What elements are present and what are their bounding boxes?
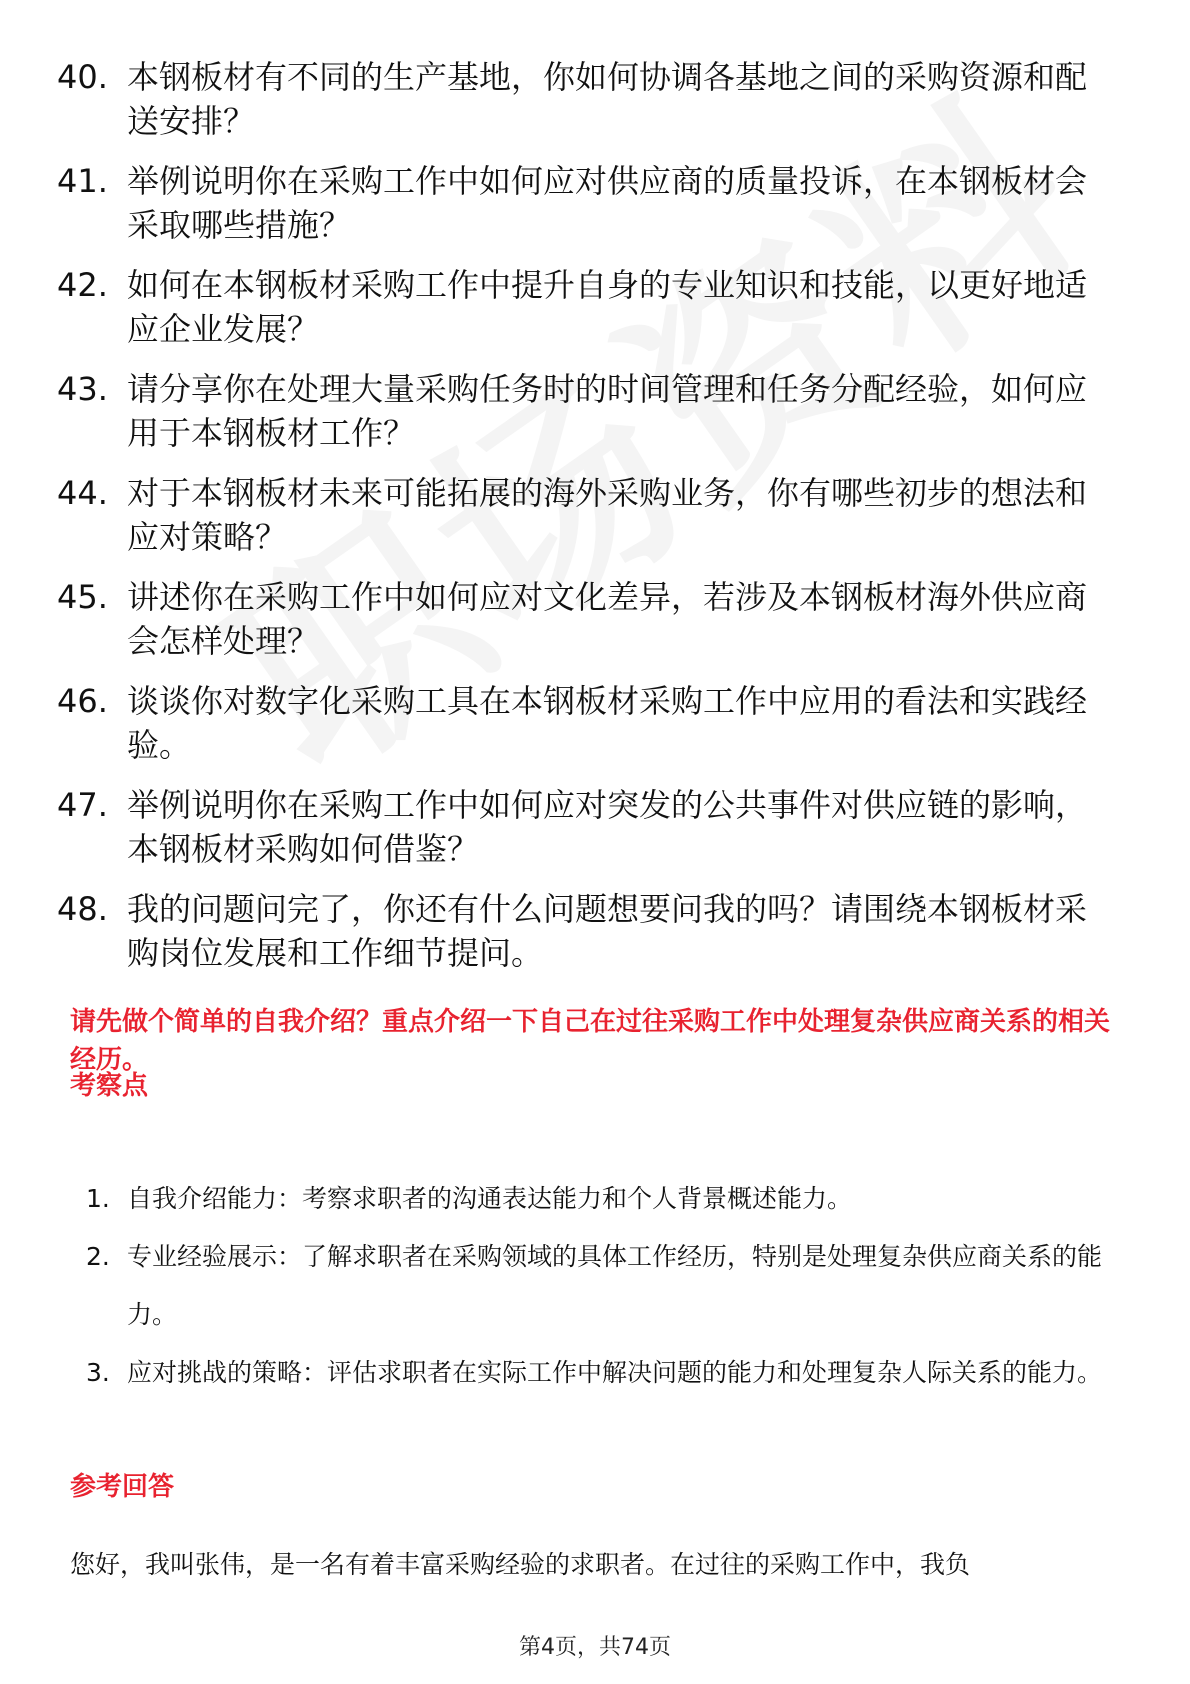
question-number: 41. — [57, 162, 108, 200]
question-number: 44. — [57, 474, 108, 512]
question-text: 对于本钢板材未来可能拓展的海外采购业务，你有哪些初步的想法和应对策略？ — [127, 474, 1088, 556]
question-number: 42. — [57, 266, 108, 304]
question-item — [0, 55, 1190, 143]
point-text: 应对挑战的策略：评估求职者在实际工作中解决问题的能力和处理复杂人际关系的能力。 — [127, 1358, 1103, 1387]
question-number: 48. — [57, 890, 108, 928]
question-list — [0, 55, 1190, 991]
question-headline: 请先做个简单的自我介绍？重点介绍一下自己在过往采购工作中处理复杂供应商关系的相关经历。 — [70, 1007, 1111, 1075]
point-text: 自我介绍能力：考察求职者的沟通表达能力和个人背景概述能力。 — [127, 1184, 853, 1213]
question-number: 40. — [57, 58, 108, 96]
point-text: 专业经验展示：了解求职者在采购领域的具体工作经历，特别是处理复杂供应商关系的能力。 — [127, 1242, 1103, 1329]
section-title-focus: 考察点 — [70, 1071, 149, 1101]
focus-point — [0, 1170, 1190, 1228]
question-item — [0, 159, 1190, 247]
question-text: 谈谈你对数字化采购工具在本钢板材采购工作中应用的看法和实践经验。 — [127, 682, 1088, 764]
question-item — [0, 367, 1190, 455]
question-number: 46. — [57, 682, 108, 720]
question-text: 我的问题问完了，你还有什么问题想要问我的吗？请围绕本钢板材采购岗位发展和工作细节提问。 — [127, 890, 1088, 972]
reference-answer: 您好，我叫张伟，是一名有着丰富采购经验的求职者。在过往的采购工作中，我负 — [70, 1550, 971, 1579]
question-text: 讲述你在采购工作中如何应对文化差异，若涉及本钢板材海外供应商会怎样处理？ — [127, 578, 1088, 660]
question-item — [0, 263, 1190, 351]
question-number: 45. — [57, 578, 108, 616]
point-number: 2. — [86, 1242, 110, 1271]
point-number: 1. — [86, 1184, 110, 1213]
point-number: 3. — [86, 1358, 110, 1387]
focus-point-list — [0, 1170, 1190, 1402]
question-text: 本钢板材有不同的生产基地，你如何协调各基地之间的采购资源和配送安排？ — [127, 58, 1088, 140]
question-text: 举例说明你在采购工作中如何应对供应商的质量投诉，在本钢板材会采取哪些措施？ — [127, 162, 1088, 244]
question-number: 43. — [57, 370, 108, 408]
question-text: 举例说明你在采购工作中如何应对突发的公共事件对供应链的影响，本钢板材采购如何借鉴？ — [127, 786, 1088, 868]
question-item — [0, 887, 1190, 975]
question-item — [0, 783, 1190, 871]
question-item — [0, 575, 1190, 663]
question-item — [0, 679, 1190, 767]
section-title-answer: 参考回答 — [70, 1472, 175, 1502]
question-text: 请分享你在处理大量采购任务时的时间管理和任务分配经验，如何应用于本钢板材工作？ — [127, 370, 1088, 452]
question-item — [0, 471, 1190, 559]
focus-point — [0, 1344, 1190, 1402]
focus-point — [0, 1228, 1190, 1344]
page-footer: 第4页，共74页 — [519, 1635, 671, 1660]
question-text: 如何在本钢板材采购工作中提升自身的专业知识和技能，以更好地适应企业发展？ — [127, 266, 1088, 348]
question-number: 47. — [57, 786, 108, 824]
